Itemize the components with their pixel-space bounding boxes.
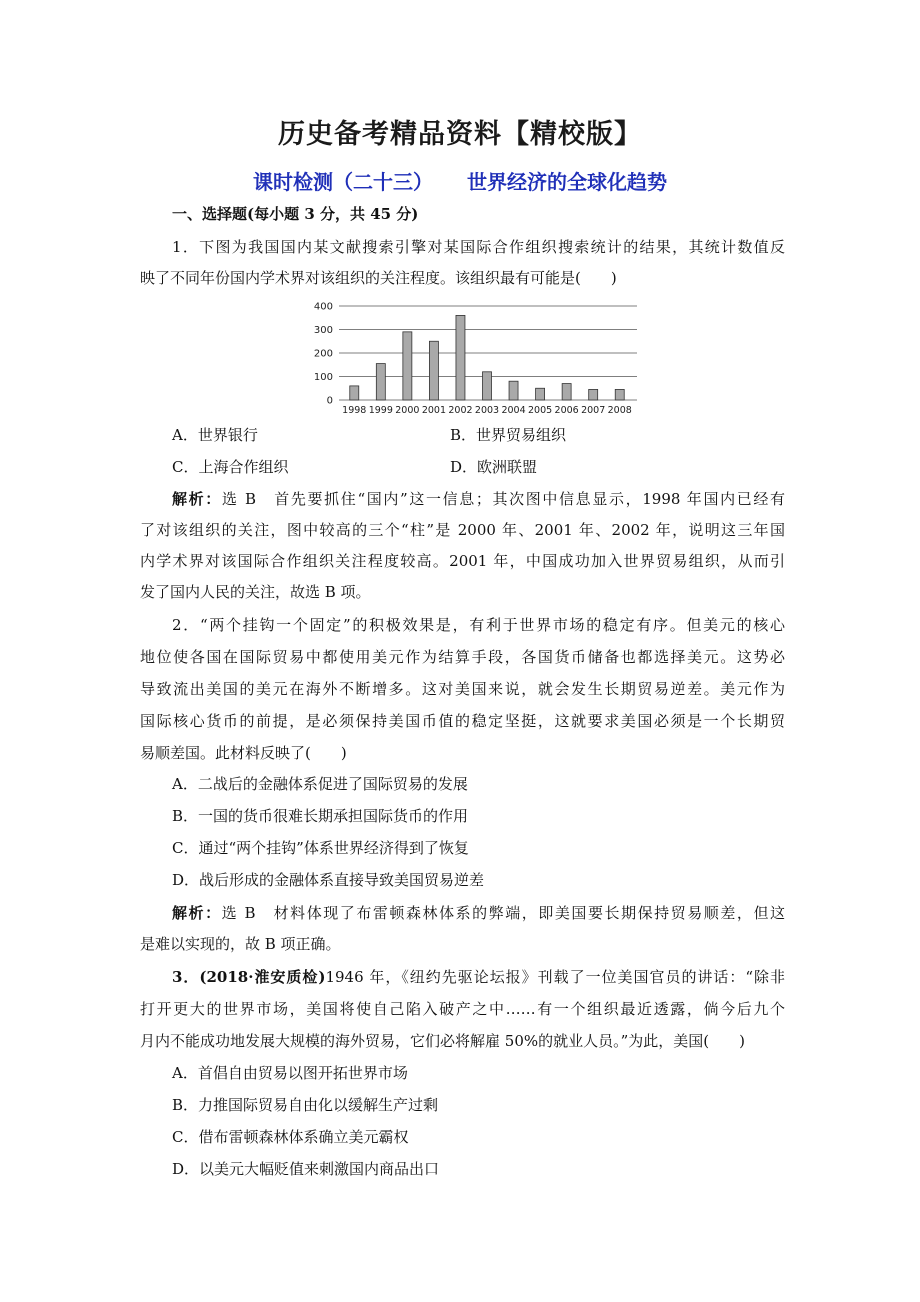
bar-2003: [483, 372, 492, 400]
y-tick-label: 400: [313, 301, 333, 313]
q2-option-b[interactable]: B．一国的货币很难长期承担国际货币的作用: [172, 807, 469, 825]
y-tick-label: 100: [313, 372, 333, 383]
x-tick-label: 1999: [368, 405, 393, 416]
q3-stem-line3: 月内不能成功地发展大规模的海外贸易，它们必将解雇 50%的就业人员。”为此，美国( ): [140, 1032, 745, 1050]
bar-2000: [403, 332, 412, 400]
bar-2006: [562, 384, 571, 400]
q1-option-b[interactable]: B．世界贸易组织: [450, 426, 567, 444]
bar-2005: [536, 388, 545, 400]
bar-2004: [509, 381, 518, 400]
x-tick-label: 2007: [581, 405, 606, 416]
x-tick-label: 2006: [554, 405, 579, 416]
q3-option-b[interactable]: B．力推国际贸易自由化以缓解生产过剩: [172, 1096, 439, 1114]
q2-analysis-line1: [172, 903, 785, 923]
sub-title-right: 世界经济的全球化趋势: [467, 170, 667, 194]
x-tick-label: 1998: [342, 405, 367, 416]
q1-stem-line2: 映了不同年份国内学术界对该组织的关注程度。该组织最有可能是( ): [140, 269, 617, 287]
q1-option-a[interactable]: A．世界银行: [172, 426, 258, 444]
q1-option-row-2: [172, 457, 785, 477]
bar-2007: [589, 389, 598, 400]
q1-option-c[interactable]: C．上海合作组织: [172, 458, 289, 476]
q2-option-d[interactable]: D．战后形成的金融体系直接导致美国贸易逆差: [172, 871, 485, 889]
q2-stem-line2: 地位使各国在国际贸易中都使用美元作为结算手段，各国货币储备也都选择美元。这势必: [140, 648, 785, 666]
q2-stem-line4: 国际核心货币的前提，是必须保持美国币值的稳定坚挺，这就要求美国必须是一个长期贸: [140, 712, 785, 730]
q2-option-c[interactable]: C．通过“两个挂钩”体系世界经济得到了恢复: [172, 839, 469, 857]
q3-source: 3．(2018·淮安质检): [172, 968, 326, 986]
q1-bar-chart: [305, 296, 650, 418]
analysis-label: 解析：: [172, 490, 222, 508]
q2-stem-line1: 2．“两个挂钩一个固定”的积极效果是，有利于世界市场的稳定有序。但美元的核心: [172, 616, 785, 634]
q2-analysis-text1: 选 B 材料体现了布雷顿森林体系的弊端，即美国要长期保持贸易顺差，但这: [221, 904, 785, 922]
q3-option-a[interactable]: A．首倡自由贸易以图开拓世界市场: [172, 1064, 408, 1082]
x-tick-label: 2005: [527, 405, 553, 416]
q1-analysis-text1: 选 B 首先要抓住“国内”这一信息；其次图中信息显示，1998 年国内已经有: [221, 490, 785, 508]
sub-title: [0, 166, 920, 195]
q2-analysis-line2: 是难以实现的，故 B 项正确。: [140, 935, 341, 953]
y-tick-label: 0: [326, 395, 333, 407]
sub-title-left: 课时检测（二十三）: [253, 170, 433, 194]
q3-option-c[interactable]: C．借布雷顿森林体系确立美元霸权: [172, 1128, 409, 1146]
q1-stem-line1: 1．下图为我国国内某文献搜索引擎对某国际合作组织搜索统计的结果，其统计数值反: [172, 238, 785, 256]
q1-analysis-line1: [172, 489, 785, 509]
q3-option-d[interactable]: D．以美元大幅贬值来刺激国内商品出口: [172, 1160, 440, 1178]
x-tick-label: 2003: [474, 405, 500, 416]
y-tick-label: 200: [313, 348, 333, 360]
bar-1998: [350, 386, 359, 400]
x-tick-label: 2002: [448, 405, 473, 416]
q1-analysis-line3: 内学术界对该国际合作组织关注程度较高。2001 年，中国成功加入世界贸易组织，从而引: [140, 552, 785, 570]
main-title: 历史备考精品资料【精校版】: [278, 119, 642, 150]
q2-stem-line3: 导致流出美国的美元在海外不断增多。这对美国来说，就会发生长期贸易逆差。美元作为: [140, 680, 785, 698]
bar-2008: [615, 389, 624, 400]
q1-analysis-line2: 了对该组织的关注，图中较高的三个“柱”是 2000 年、2001 年、2002 年，说明这三年国: [140, 521, 785, 539]
q3-stem-line2: 打开更大的世界市场，美国将使自己陷入破产之中……有一个组织最近透露，倘今后九个: [140, 1000, 785, 1018]
bar-1999: [376, 364, 385, 400]
x-tick-label: 2000: [395, 405, 420, 416]
analysis-label: 解析：: [172, 904, 222, 922]
q1-option-row-1: [172, 425, 785, 445]
q2-option-a[interactable]: A．二战后的金融体系促进了国际贸易的发展: [172, 775, 468, 793]
q1-analysis-line4: 发了国内人民的关注，故选 B 项。: [140, 583, 371, 601]
q1-option-d[interactable]: D．欧洲联盟: [450, 458, 538, 476]
bar-2002: [456, 315, 465, 400]
q3-stem-text1: 1946 年，《纽约先驱论坛报》刊载了一位美国官员的讲话：“除非: [325, 968, 785, 986]
x-tick-label: 2004: [501, 405, 526, 416]
x-tick-label: 2001: [421, 405, 447, 416]
x-tick-label: 2008: [607, 405, 632, 416]
y-tick-label: 300: [313, 325, 333, 336]
q3-stem-line1: [172, 967, 785, 987]
section-heading: 一、选择题(每小题 3 分，共 45 分): [172, 205, 419, 223]
q2-stem-line5: 易顺差国。此材料反映了( ): [140, 744, 347, 762]
bar-2001: [429, 341, 438, 400]
